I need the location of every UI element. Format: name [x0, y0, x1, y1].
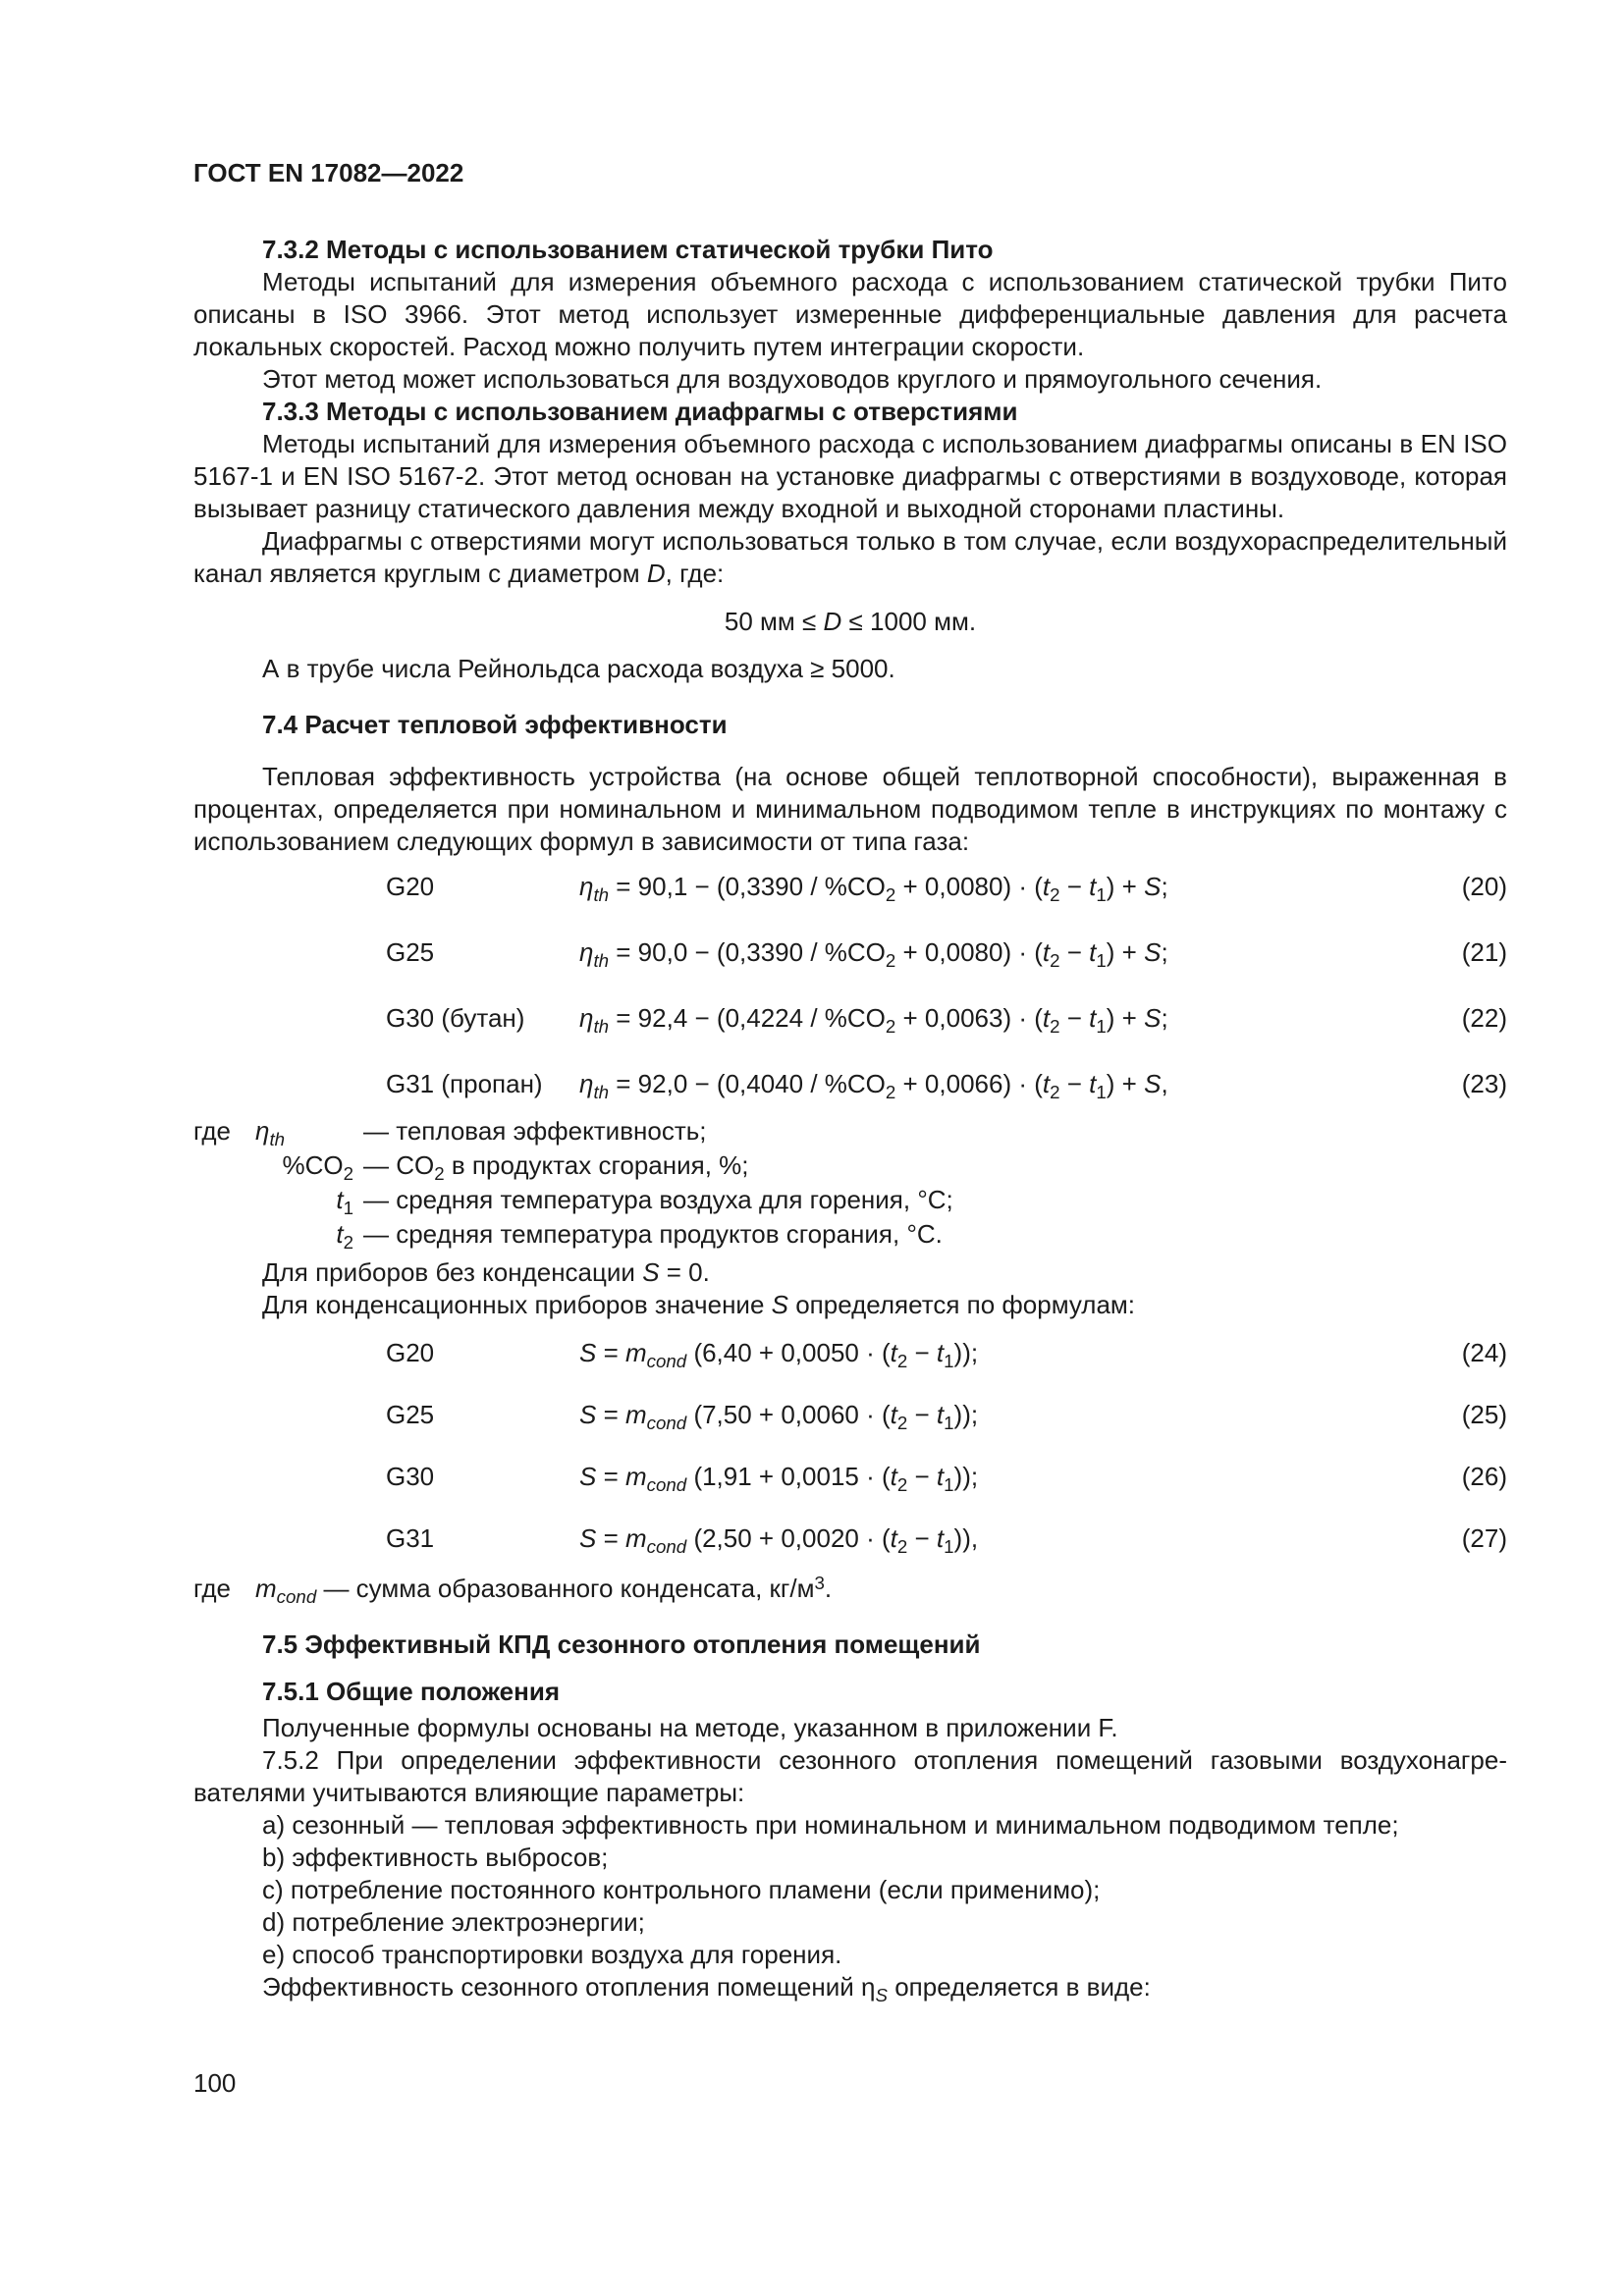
definition-desc: — средняя температура продуктов сгорания, °С. [363, 1219, 943, 1249]
equation-number: (20) [1461, 872, 1507, 901]
equation-formula: $S = m_{cond}$ $(2,50 + 0,0020 \cdot (t_2 - t_1))$, [579, 1523, 979, 1558]
equation-gas-label: G30 [386, 1462, 435, 1491]
equation-row [193, 871, 1507, 906]
list-item: c) потребление постоянного контрольного пламени (если применимо); [262, 1875, 1101, 1904]
equation-row [193, 1337, 1507, 1372]
definition-row [193, 1148, 1507, 1183]
paragraph: Для приборов без конденсации S = 0. [262, 1257, 710, 1287]
where-label: где [193, 1116, 231, 1146]
equation-formula: $\eta_{th} = 90,1 - (0,3390 / \%CO_2 + 0,0080) \cdot (t_2 - t_1) + S$; [579, 872, 1168, 906]
definition-term: $\%CO_2$ [282, 1150, 353, 1185]
definitions-block [193, 1114, 1507, 1252]
paragraph: Эффективность сезонного отопления помещений $\eta_S$ определяется в виде: [262, 1972, 1151, 2006]
paragraph: А в трубе числа Рейнольдса расхода воздуха ≥ 5000. [262, 654, 895, 683]
equation-number: (22) [1461, 1003, 1507, 1033]
definition-term: $\eta_{th}$ [255, 1116, 286, 1150]
diameter-condition-formula: 50 мм ≤ D ≤ 1000 мм. [724, 607, 977, 636]
where-mcond-line [193, 1573, 1507, 1608]
equation-row [193, 936, 1507, 972]
definition-row [193, 1217, 1507, 1252]
equation-formula: $S = m_{cond}$ $(7,50 + 0,0060 \cdot (t_2 - t_1))$; [579, 1400, 979, 1434]
equation-gas-label: G31 (пропан) [386, 1069, 543, 1098]
definition-desc: — средняя температура воздуха для горения, °С; [363, 1185, 953, 1214]
equation-gas-label: G25 [386, 937, 435, 967]
equation-number: (26) [1461, 1462, 1507, 1491]
equation-formula: $S = m_{cond}$ $(6,40 + 0,0050 \cdot (t_2 - t_1))$; [579, 1338, 979, 1372]
equation-formula: $S = m_{cond}$ $(1,91 + 0,0015 \cdot (t_2 - t_1))$; [579, 1462, 979, 1496]
definition-desc: — $CO_2$ в продуктах сгорания, %; [363, 1150, 749, 1185]
list-item: d) потребление электроэнергии; [262, 1907, 645, 1937]
equation-number: (23) [1461, 1069, 1507, 1098]
equation-row [193, 1002, 1507, 1038]
where-mcond-desc: $m_{cond}$ — сумма образованного конденсата, $кг/м^3$. [255, 1573, 833, 1608]
equation-gas-label: G20 [386, 1338, 435, 1367]
equation-gas-label: G25 [386, 1400, 435, 1429]
equation-number: (27) [1461, 1523, 1507, 1553]
equation-gas-label: G31 [386, 1523, 435, 1553]
section-heading-7-5-1: 7.5.1 Общие положения [262, 1677, 560, 1706]
definition-row [193, 1183, 1507, 1217]
equation-row [193, 1068, 1507, 1103]
equation-formula: $\eta_{th} = 92,4 - (0,4224 / \%CO_2 + 0,0063) \cdot (t_2 - t_1) + S$; [579, 1003, 1168, 1038]
equation-number: (25) [1461, 1400, 1507, 1429]
definition-term: $t_1$ [336, 1185, 353, 1219]
equation-row [193, 1399, 1507, 1434]
section-heading-7-4: 7.4 Расчет тепловой эффективности [262, 710, 728, 739]
equation-formula: $\eta_{th} = 92,0 - (0,4040 / \%CO_2 + 0,0066) \cdot (t_2 - t_1) + S$, [579, 1069, 1168, 1103]
definition-term: $t_2$ [336, 1219, 353, 1254]
equation-number: (21) [1461, 937, 1507, 967]
paragraph: Методы испытаний для измерения объемного расхода с использованием статической трубки Пито описаны в ISO 3966. Этот метод использует измеренные дифференциальные давления для расчета локальных скоростей. Расход можно получить путем интеграции скорости. [193, 267, 1507, 361]
paragraph: Методы испытаний для измерения объемного расхода с использованием диафрагмы описаны в EN ISO 5167-1 и EN ISO 5167-2. Этот метод основан на установке диафрагмы с отверстиями в воздуховоде, которая вызывает разницу статического давления между входной и выходной сторонами пластины. [193, 429, 1507, 523]
section-heading-7-3-3: 7.3.3 Методы с использованием диафрагмы с отверстиями [262, 397, 1018, 426]
paragraph: 7.5.2 При определении эффективности сезонного отопления помещений газовыми воздухонагревателями учитываются влияющие параметры: [193, 1745, 1507, 1807]
paragraph: Этот метод может использоваться для воздуховодов круглого и прямоугольного сечения. [262, 364, 1323, 394]
list-item: e) способ транспортировки воздуха для горения. [262, 1940, 842, 1969]
list-item: a) сезонный — тепловая эффективность при номинальном и минимальном подводимом тепле; [262, 1810, 1399, 1840]
paragraph: Тепловая эффективность устройства (на основе общей теплотворной способности), выраженная в процентах, определяется при номинальном и минимальном подводимом тепле в инструкциях по монтажу с использованием следующих формул в зависимости от типа газа: [193, 762, 1507, 856]
section-heading-7-3-2: 7.3.2 Методы с использованием статической трубки Пито [262, 235, 994, 264]
definition-desc: — тепловая эффективность; [363, 1116, 707, 1146]
page-number: 100 [193, 2068, 237, 2098]
equation-number: (24) [1461, 1338, 1507, 1367]
equation-row [193, 1522, 1507, 1558]
section-heading-7-5: 7.5 Эффективный КПД сезонного отопления помещений [262, 1629, 981, 1659]
list-item: b) эффективность выбросов; [262, 1842, 609, 1872]
equation-formula: $\eta_{th} = 90,0 - (0,3390 / \%CO_2 + 0,0080) \cdot (t_2 - t_1) + S$; [579, 937, 1168, 972]
definition-row [193, 1114, 1507, 1148]
paragraph: Полученные формулы основаны на методе, указанном в приложении F. [262, 1713, 1118, 1742]
doc-code-header: ГОСТ EN 17082—2022 [193, 158, 464, 187]
where-label: где [193, 1574, 231, 1603]
paragraph: Диафрагмы с отверстиями могут использоваться только в том случае, если воздухораспределительный канал является круглым с диаметром D, где: [193, 526, 1507, 588]
equation-row [193, 1461, 1507, 1496]
paragraph: Для конденсационных приборов значение S определяется по формулам: [262, 1290, 1136, 1319]
equation-gas-label: G20 [386, 872, 435, 901]
equation-gas-label: G30 (бутан) [386, 1003, 525, 1033]
